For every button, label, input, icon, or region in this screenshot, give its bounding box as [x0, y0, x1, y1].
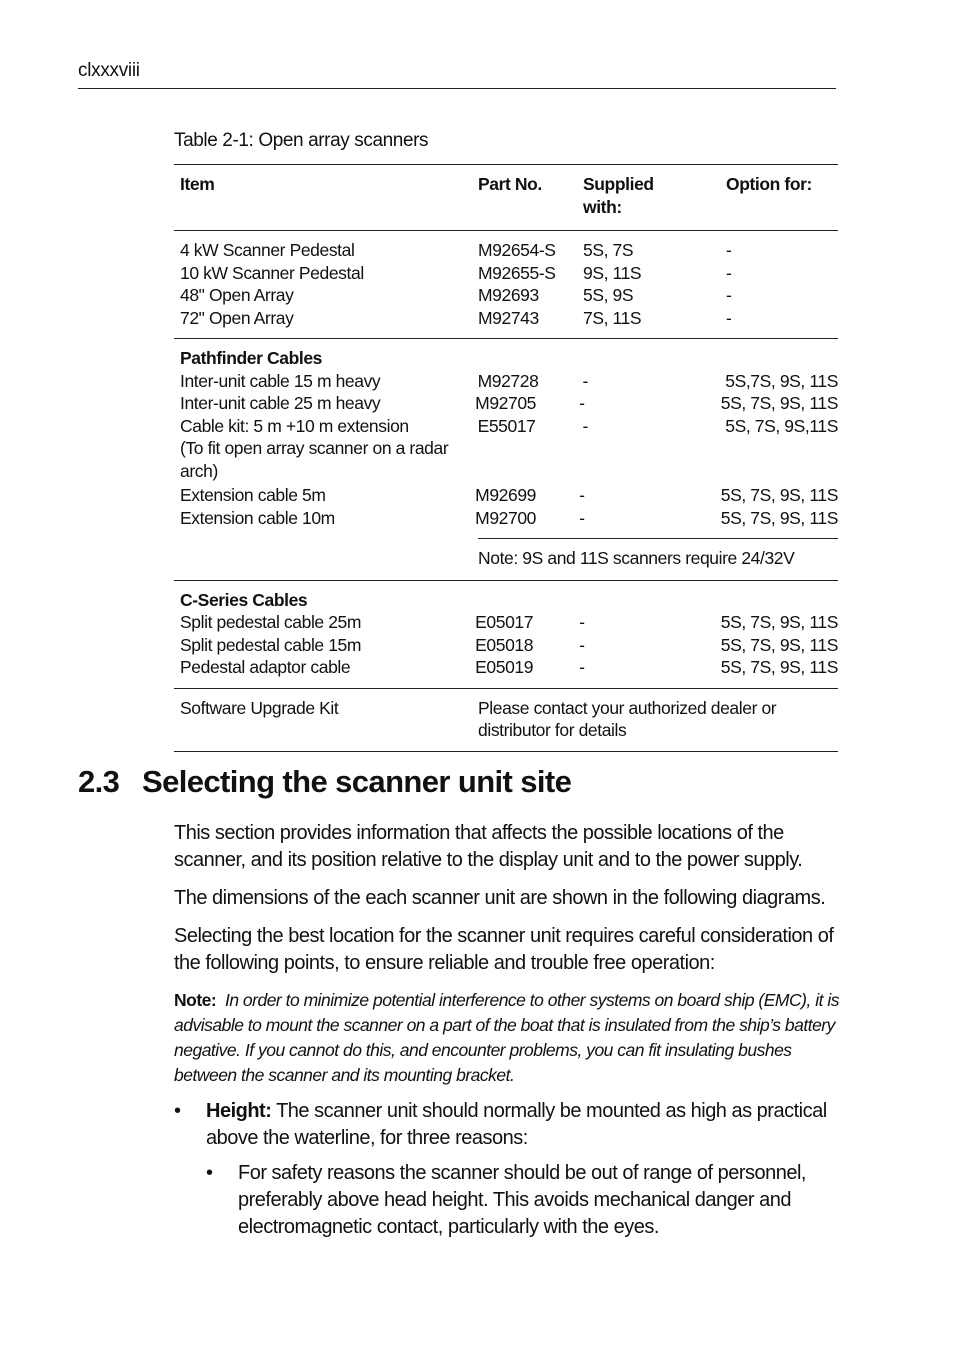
- cell-supplied-with: -: [579, 657, 585, 677]
- table-row: [174, 484, 838, 507]
- cell-part-no: M92693: [478, 285, 539, 305]
- cell-item: Cable kit: 5 m +10 m extension: [180, 415, 409, 436]
- section-body: [174, 820, 842, 1249]
- section-heading: [78, 764, 571, 800]
- running-head: clxxxviii: [78, 60, 836, 89]
- bullet-glyph: •: [206, 1162, 213, 1184]
- table-row: [174, 307, 838, 330]
- emc-note: [174, 988, 842, 1088]
- table-row: [174, 507, 838, 530]
- cell-option-for: -: [726, 285, 732, 305]
- cell-part-no: M92654-S: [478, 240, 556, 260]
- bullet-height: [174, 1098, 842, 1152]
- cell-part-no: M92699: [475, 485, 536, 505]
- cell-supplied-with: -: [579, 485, 585, 505]
- table-group-pathfinder-cables: [174, 339, 838, 581]
- table-row: [174, 392, 838, 415]
- cell-option-for: 5S, 7S, 9S, 11S: [720, 634, 838, 655]
- cell-part-no: M92700: [475, 507, 536, 528]
- cell-option-for: 5S, 7S, 9S, 11S: [720, 393, 838, 413]
- cell-item: 72" Open Array: [180, 307, 294, 328]
- bullet-label: Height:: [206, 1100, 272, 1122]
- cell-part-no: E05019: [475, 657, 534, 677]
- cell-part-no: E05017: [475, 612, 534, 632]
- bullet-text: The scanner unit should normally be mounted as high as practical above the waterline, for three reasons:: [206, 1100, 827, 1149]
- bullet-glyph: •: [174, 1100, 181, 1122]
- note-text: In order to minimize potential interference to other systems on board ship (EMC), it is advisable to mount the scanner on a part of the boat that is insulated from the ship’s battery negative. If you cannot do this, and encounter problems, you can fit insulating bushes between the scanner and its mounting bracket.: [174, 990, 839, 1085]
- cell-item: Extension cable 5m: [180, 485, 326, 505]
- table-row: [174, 239, 838, 262]
- paragraph: This section provides information that affects the possible locations of the scanner, and its position relative to the display unit and to the power supply.: [174, 822, 803, 871]
- cell-item-note: (To fit open array scanner on a radar arch): [180, 438, 449, 481]
- table-row: [174, 611, 838, 634]
- cell-supplied-with: -: [582, 415, 588, 436]
- group-title-c-series: C-Series Cables: [180, 589, 308, 610]
- cell-option-for: 5S, 7S, 9S,11S: [725, 415, 838, 436]
- cell-item: Split pedestal cable 25m: [180, 612, 362, 632]
- cell-item: Inter-unit cable 25 m heavy: [180, 393, 381, 413]
- table-group-scanners: [174, 231, 838, 339]
- cell-supplied-with: 5S, 7S: [583, 240, 634, 260]
- section-title: Selecting the scanner unit site: [142, 764, 572, 799]
- group-title-pathfinder: Pathfinder Cables: [180, 348, 322, 368]
- cell-supplied-with: 5S, 9S: [583, 285, 634, 305]
- table-row: [174, 284, 838, 307]
- cell-option-for: -: [726, 262, 732, 283]
- cell-part-no: M92743: [478, 307, 539, 328]
- header-option-for: Option for:: [726, 174, 812, 194]
- header-part-no: Part No.: [478, 174, 542, 194]
- table-caption: Table 2-1: Open array scanners: [174, 130, 429, 151]
- cell-supplied-with: -: [579, 634, 585, 655]
- cell-item: Inter-unit cable 15 m heavy: [180, 370, 381, 391]
- table-row: [174, 262, 838, 285]
- cell-item: Split pedestal cable 15m: [180, 634, 362, 655]
- cell-supplied-with: -: [579, 507, 585, 528]
- cell-part-no: M92728: [477, 370, 539, 391]
- cell-item: 48" Open Array: [180, 285, 294, 305]
- table-group-c-series-cables: [174, 581, 838, 689]
- cell-option-for: -: [726, 307, 732, 328]
- cell-part-no: M92655-S: [478, 262, 556, 283]
- cell-part-no: E05018: [475, 634, 534, 655]
- table-row: [174, 370, 838, 393]
- cell-supplied-with: 9S, 11S: [583, 262, 642, 283]
- bullet-text: For safety reasons the scanner should be out of range of personnel, preferably above head height. This avoids mechanical danger and electromagnetic contact, particularly with the eyes.: [238, 1162, 806, 1238]
- cell-supplied-with: -: [579, 393, 585, 413]
- table-row: [174, 656, 838, 679]
- cell-item: Extension cable 10m: [180, 507, 335, 528]
- cell-option-for: 5S, 7S, 9S, 11S: [720, 612, 838, 632]
- table-row: [174, 415, 838, 438]
- cell-item: 4 kW Scanner Pedestal: [180, 240, 355, 260]
- header-supplied-with: Supplied with:: [583, 174, 654, 217]
- header-item: Item: [180, 174, 215, 194]
- open-array-scanners-table: [174, 164, 838, 752]
- bullet-safety: [206, 1160, 842, 1241]
- table-group-software: [174, 689, 838, 752]
- cell-option-for: 5S, 7S, 9S, 11S: [720, 485, 838, 505]
- note-label: Note:: [174, 990, 217, 1010]
- cell-option-for: 5S, 7S, 9S, 11S: [720, 507, 838, 528]
- cell-option-for: 5S, 7S, 9S, 11S: [720, 657, 838, 677]
- cell-option-for: -: [726, 240, 732, 260]
- cell-item: 10 kW Scanner Pedestal: [180, 262, 364, 283]
- cell-item: Software Upgrade Kit: [180, 697, 339, 718]
- cell-software-contact: Please contact your authorized dealer or distributor for details: [478, 697, 777, 740]
- cell-supplied-with: 7S, 11S: [583, 307, 642, 328]
- table-header-row: [174, 165, 838, 231]
- paragraph: The dimensions of the each scanner unit are shown in the following diagrams.: [174, 887, 826, 909]
- cell-option-for: 5S,7S, 9S, 11S: [725, 370, 838, 391]
- table-row: [174, 634, 838, 657]
- voltage-note: Note: 9S and 11S scanners require 24/32V: [478, 538, 838, 580]
- cell-part-no: E55017: [477, 415, 536, 436]
- cell-supplied-with: -: [579, 612, 585, 632]
- cell-part-no: M92705: [475, 393, 536, 413]
- section-number: 2.3: [78, 764, 120, 799]
- cell-supplied-with: -: [582, 370, 588, 391]
- paragraph: Selecting the best location for the scanner unit requires careful consideration of the following points, to ensure reliable and trouble free operation:: [174, 925, 834, 974]
- cell-item: Pedestal adaptor cable: [180, 657, 351, 677]
